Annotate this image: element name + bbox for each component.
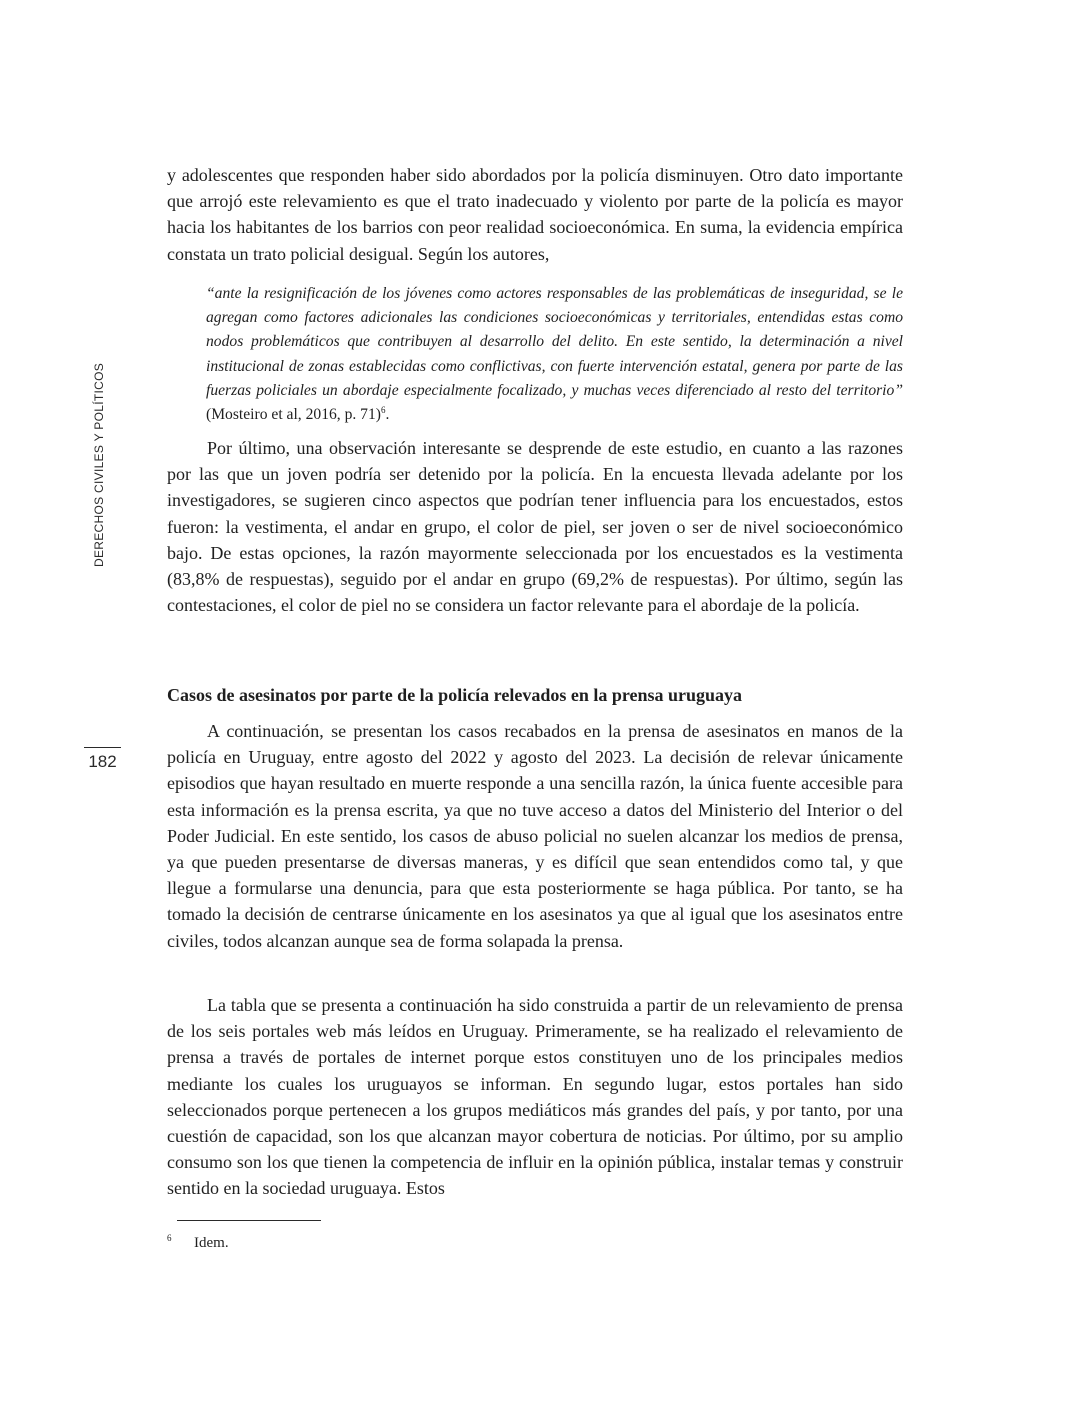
block-quote [206, 282, 903, 427]
quote-end: . [385, 406, 390, 424]
footnote-reference[interactable]: 6 [380, 404, 386, 415]
page-number-rule [84, 747, 121, 748]
running-section-title: DERECHOS CIVILES Y POLÍTICOS [92, 362, 106, 568]
footnote-rule [177, 1220, 321, 1221]
paragraph-2: Por último, una observación interesante se desprende de este estudio, en cuanto a las razones por las que un joven podría ser detenido por la policía. En la encuesta llevada adelante por los investigadores, se sugieren cinco aspectos que podrían tener influencia para los encuestados, estos fueron: la vestimenta, el andar en grupo, el color de piel, ser joven o ser de nivel socioeconómico bajo. De estas opciones, la razón mayormente seleccionada por los encuestados es la vestimenta (83,8% de respuestas), seguido por el andar en grupo (69,2% de respuestas). Por último, según las contestaciones, el color de piel no se considera un factor relevante para el abordaje de la policía. [167, 438, 903, 616]
paragraph-3: A continuación, se presentan los casos recabados en la prensa de asesinatos en manos de la policía en Uruguay, entre agosto del 2022 y agosto del 2023. La decisión de relevar únicamente episodios que hayan resultado en muerte responde a una sencilla razón, la única fuente accesible para esta información es la prensa escrita, ya que no tuve acceso a datos del Ministerio del Interior o del Poder Judicial. En este sentido, los casos de abuso policial no suelen alcanzar los medios de prensa, ya que pueden presentarse de diversas maneras, y es difícil que sean entendidos como tal, y que llegue a formularse una denuncia, para que esta posteriormente se haga pública. Por tanto, se ha tomado la decisión de centrarse únicamente en los asesinatos ya que al igual que los asesinatos entre civiles, todos alcanzan aunque sea de forma solapada la prensa. [167, 721, 903, 951]
footnote [167, 1228, 567, 1253]
paragraph-1: y adolescentes que responden haber sido abordados por la policía disminuyen. Otro dato importante que arrojó este relevamiento es que el trato inadecuado y violento por parte de la policía es mayor hacia los habitantes de los barrios con peor realidad socioeconómica. En suma, la evidencia empírica constata un trato policial desigual. Según los autores, [167, 165, 903, 264]
page-number: 182 [88, 752, 117, 771]
paragraph-4: La tabla que se presenta a continuación ha sido construida a partir de un relevamiento de prensa de los seis portales web más leídos en Uruguay. Primeramente, se ha realizado el relevamiento de prensa a través de portales de internet porque estos constituyen uno de los principales medios mediante los cuales los uruguayos se informan. En segundo lugar, estos portales han sido seleccionados porque pertenecen a los grupos mediáticos más grandes del país, y por tanto, por una cuestión de capacidad, son los que alcanzan mayor cobertura de noticias. Por último, por su amplio consumo son los que tienen la competencia de influir en la opinión pública, instalar temas y construir sentido en la sociedad uruguaya. Estos [167, 995, 903, 1199]
quote-text: “ante la resignificación de los jóvenes como actores responsables de las problemáticas de inseguridad, se le agregan como factores adicionales las condiciones socioeconómicas y territoriales, entendidas estas como nodos problemáticos que contribuyen al desarrollo del delito. En este sentido, la determinación a nivel institucional de zonas establecidas como conflictivas, con fuerte intervención estatal, genera por parte de las fuerzas policiales un abordaje especialmente focalizado, y muchas veces diferenciado al resto del territorio” [206, 285, 903, 399]
footnote-number: 6 [167, 1233, 172, 1243]
footnote-text: Idem. [194, 1235, 229, 1251]
section-heading: Casos de asesinatos por parte de la policía relevados en la prensa uruguaya [167, 685, 743, 705]
quote-citation: (Mosteiro et al, 2016, p. 71) [206, 406, 381, 424]
